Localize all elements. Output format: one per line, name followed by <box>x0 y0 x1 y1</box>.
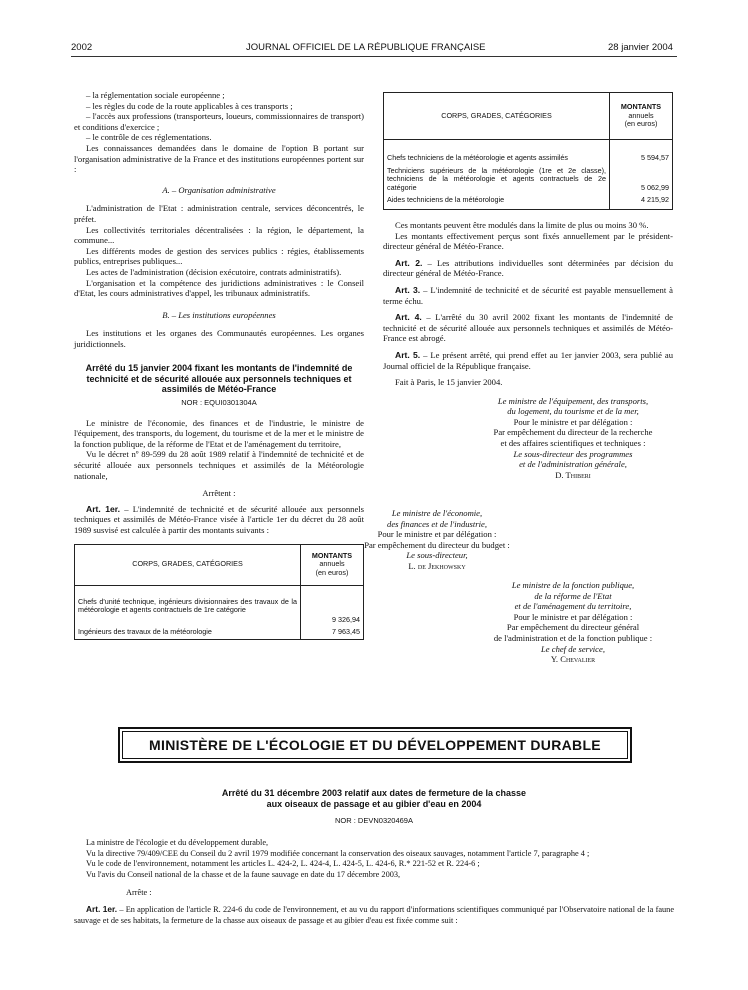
article-2 <box>383 258 673 279</box>
table-row <box>384 165 673 195</box>
sig-line: Le sous-directeur des programmes <box>513 448 633 459</box>
row-amount: 5 062,99 <box>610 165 673 195</box>
allowance-table-right <box>383 92 673 210</box>
article-1 <box>74 504 364 536</box>
bullet: – la réglementation sociale européenne ; <box>86 90 225 100</box>
row-label: Aides techniciens de la météorologie <box>384 194 610 209</box>
paragraph: Vu la directive 79/409/CEE du Conseil du 2 avril 1979 modifiée concernant la conservation des oiseaux sauvages, notamment l'article 7, paragraphe 4 ; <box>86 848 590 858</box>
article-4 <box>383 312 673 344</box>
paragraph: Vu le décret nº 89-599 du 28 août 1989 relatif à l'indemnité de technicité et de sécurité allouée aux personnels techniques et assimilés de la Météorologie nationale, <box>74 449 364 481</box>
sig-line: Pour le ministre et par délégation : <box>513 611 633 622</box>
right-column <box>383 92 673 480</box>
row-amount: 9 326,94 <box>301 585 364 626</box>
bullet: – l'accès aux professions (transporteurs, loueurs, commissionnaires de transport) et conditions d'exercice ; <box>74 111 364 132</box>
left-column <box>74 90 364 640</box>
article-text: – En application de l'article R. 224-6 du code de l'environnement, et au vu du rapport d'informations scientifiques communiqué par l'Observatoire national de la faune sauvage et de ses habitats, la fermeture de la chasse aux oiseaux de passage et au gibier d'eau est fixée comme suit : <box>74 904 674 925</box>
article-text: – Le présent arrêté, qui prend effet au 1er janvier 2003, sera publié au Journal officiel de la République française. <box>383 349 674 371</box>
row-label: Chefs techniciens de la météorologie et agents assimilés <box>384 140 610 165</box>
row-amount: 7 963,45 <box>301 626 364 639</box>
paragraph: La ministre de l'écologie et du développement durable, <box>86 838 269 847</box>
sig-line: Le sous-directeur, <box>406 550 468 561</box>
sig-line: de l'administration et de la fonction publique : <box>493 632 653 643</box>
row-amount: 4 215,92 <box>610 194 673 209</box>
bullet: – les règles du code de la route applicables à ces transports ; <box>86 100 293 111</box>
nor-reference-chasse: NOR : DEVN0320469A <box>335 816 413 825</box>
ministry-banner <box>118 727 632 763</box>
sig-line: Par empêchement du directeur de la recherche <box>493 427 653 438</box>
sig-line: Le ministre de l'équipement, des transports, <box>497 395 649 406</box>
paragraph: Ces montants peuvent être modulés dans la limite de plus ou moins 30 %. <box>395 219 649 230</box>
sig-line: et de l'administration générale, <box>519 459 627 470</box>
paragraph: Les institutions et les organes des Communautés européennes. Les organes juridictionnels. <box>74 328 364 349</box>
paragraph: L'administration de l'Etat : administration centrale, services déconcentrés, le préfet. <box>74 203 364 224</box>
row-label: Ingénieurs des travaux de la météorologie <box>75 626 301 639</box>
sig-line: Le chef de service, <box>541 643 605 654</box>
title-line: aux oiseaux de passage et au gibier d'eau en 2004 <box>266 798 482 809</box>
signatory-name: Y. Chevalier <box>550 654 596 665</box>
issue-date: 28 janvier 2004 <box>608 42 673 53</box>
nor-reference: NOR : EQUI0301304A <box>181 397 257 407</box>
article-5 <box>383 350 673 371</box>
intro-paragraph: Les connaissances demandées dans le domaine de l'option B portant sur l'organisation administrative de la France et des institutions européennes portent sur : <box>74 142 364 175</box>
row-amount: 5 594,57 <box>610 140 673 165</box>
article-text: – L'indemnité de technicité et de sécurité est payable mensuellement à terme échu. <box>383 284 674 306</box>
table-row <box>384 140 673 165</box>
sig-line: Le ministre de l'économie, <box>391 508 483 518</box>
table-row <box>75 626 364 639</box>
sig-line: Pour le ministre et par délégation : <box>377 529 497 540</box>
article-label: Art. 2. <box>395 257 423 268</box>
table-row <box>384 194 673 209</box>
paragraph: Les montants effectivement perçus sont fixés annuellement par le président-directeur général de Météo-France. <box>383 230 673 252</box>
bottom-text <box>74 838 674 926</box>
bullet: – le contrôle de ces réglementations. <box>86 132 212 143</box>
paragraph: Les collectivités territoriales décentralisées : la région, le département, la commune... <box>74 224 364 246</box>
sig-line: Pour le ministre et par délégation : <box>513 416 633 427</box>
header-line: MONTANTS <box>311 550 353 560</box>
signatory-name: D. Thiberi <box>555 469 591 480</box>
sig-line: des finances et de l'industrie, <box>387 518 487 529</box>
paragraph: Les actes de l'administration (décision exécutoire, contrats administratifs). <box>86 266 342 277</box>
header-line: MONTANTS <box>620 102 662 112</box>
article-label: Art. 1er. <box>86 503 121 514</box>
col-header-montants <box>610 93 673 140</box>
signature-block-equipement <box>463 396 683 481</box>
sig-line: Le ministre de la fonction publique, <box>511 580 635 590</box>
section-a-title: A. – Organisation administrative <box>162 184 276 195</box>
signature-block-fonction-publique <box>458 580 688 665</box>
sig-line: et de l'aménagement du territoire, <box>514 601 632 612</box>
title-line: Arrêté du 31 décembre 2003 relatif aux dates de fermeture de la chasse <box>221 788 527 798</box>
signature-block-economie <box>332 508 542 572</box>
col-header-corps: CORPS, GRADES, CATÉGORIES <box>384 93 610 140</box>
signatory-name: L. de Jekhowsky <box>408 560 466 571</box>
article-label: Art. 3. <box>395 284 421 295</box>
arrete-label: Arrête : <box>126 888 152 898</box>
row-label: Chefs d'unité technique, ingénieurs divisionnaires des travaux de la météorologie et agents contractuels de 1re catégorie <box>75 585 301 626</box>
article-label: Art. 4. <box>395 312 422 323</box>
header-line: annuels <box>628 110 654 120</box>
article-3 <box>383 285 673 306</box>
sig-line: Par empêchement du directeur général <box>506 622 640 633</box>
header-line: (en euros) <box>315 567 349 577</box>
col-header-corps: CORPS, GRADES, CATÉGORIES <box>75 544 301 585</box>
paragraph: L'organisation et la compétence des juridictions administratives : le Conseil d'Etat, les cours administratives d'appel, les tribunaux administratifs. <box>74 277 364 299</box>
sig-line: de la réforme de l'Etat <box>534 590 612 601</box>
article-text: – L'indemnité de technicité et de sécurité allouée aux personnels techniques et assimilés de Météo-France visée à l'article 1er du décret du 28 août 1989 susvisé est calculée à partir des montants suivants : <box>74 503 364 535</box>
ministry-title: MINISTÈRE DE L'ÉCOLOGIE ET DU DÉVELOPPEMENT DURABLE <box>149 737 601 753</box>
article-label: Art. 1er. <box>86 903 118 914</box>
paragraph: Les différents modes de gestion des services publics : régies, établissements publics, entreprises publiques... <box>74 245 364 267</box>
paragraph: Le ministre de l'économie, des finances et de l'industrie, le ministre de l'équipement, des transports, du logement, du tourisme et de la mer et le ministre de la fonction publique, de la réforme de l'Etat et de l'aménagement du territoire, <box>74 417 364 449</box>
allowance-table-left <box>74 544 364 640</box>
arrete-title-chasse <box>100 788 648 809</box>
paragraph: Vu le code de l'environnement, notamment les articles L. 424-2, L. 424-4, L. 424-5, L. 424-6, R.* 221-52 et R. 224-6 ; <box>86 859 480 869</box>
header-rule <box>71 56 677 57</box>
fait-a-paris: Fait à Paris, le 15 janvier 2004. <box>395 377 503 388</box>
sig-line: Par empêchement du directeur du budget : <box>364 539 510 550</box>
arrete-title: Arrêté du 15 janvier 2004 fixant les montants de l'indemnité de technicité et de sécurité allouée aux personnels techniques et assimilés de Météo-France <box>85 363 353 395</box>
header-line: annuels <box>319 559 345 569</box>
article-text: – Les attributions individuelles sont déterminées par décision du directeur général de Météo-France. <box>383 257 673 279</box>
sig-line: et des affaires scientifiques et techniques : <box>500 438 646 449</box>
article-label: Art. 5. <box>395 349 421 360</box>
article-text: – L'arrêté du 30 avril 2002 fixant les montants de l'indemnité de technicité et de sécurité allouée aux personnels techniques et assimilés de Météo-France est abrogé. <box>383 312 673 344</box>
sig-line: du logement, du tourisme et de la mer, <box>507 406 639 417</box>
section-b-title: B. – Les institutions européennes <box>162 309 276 320</box>
arretent: Arrêtent : <box>202 488 236 499</box>
paragraph: Vu l'avis du Conseil national de la chasse et de la faune sauvage en date du 17 décembre 2003, <box>86 869 401 879</box>
table-row <box>75 585 364 626</box>
row-label: Techniciens supérieurs de la météorologie (1re et 2e classe), techniciens de la météorologie et agents contractuels de 2e catégorie <box>384 165 610 195</box>
page-number: 2002 <box>71 42 93 53</box>
header-line: (en euros) <box>624 119 658 129</box>
article-1-chasse <box>74 904 674 926</box>
journal-title: JOURNAL OFFICIEL DE LA RÉPUBLIQUE FRANÇAISE <box>246 42 486 53</box>
